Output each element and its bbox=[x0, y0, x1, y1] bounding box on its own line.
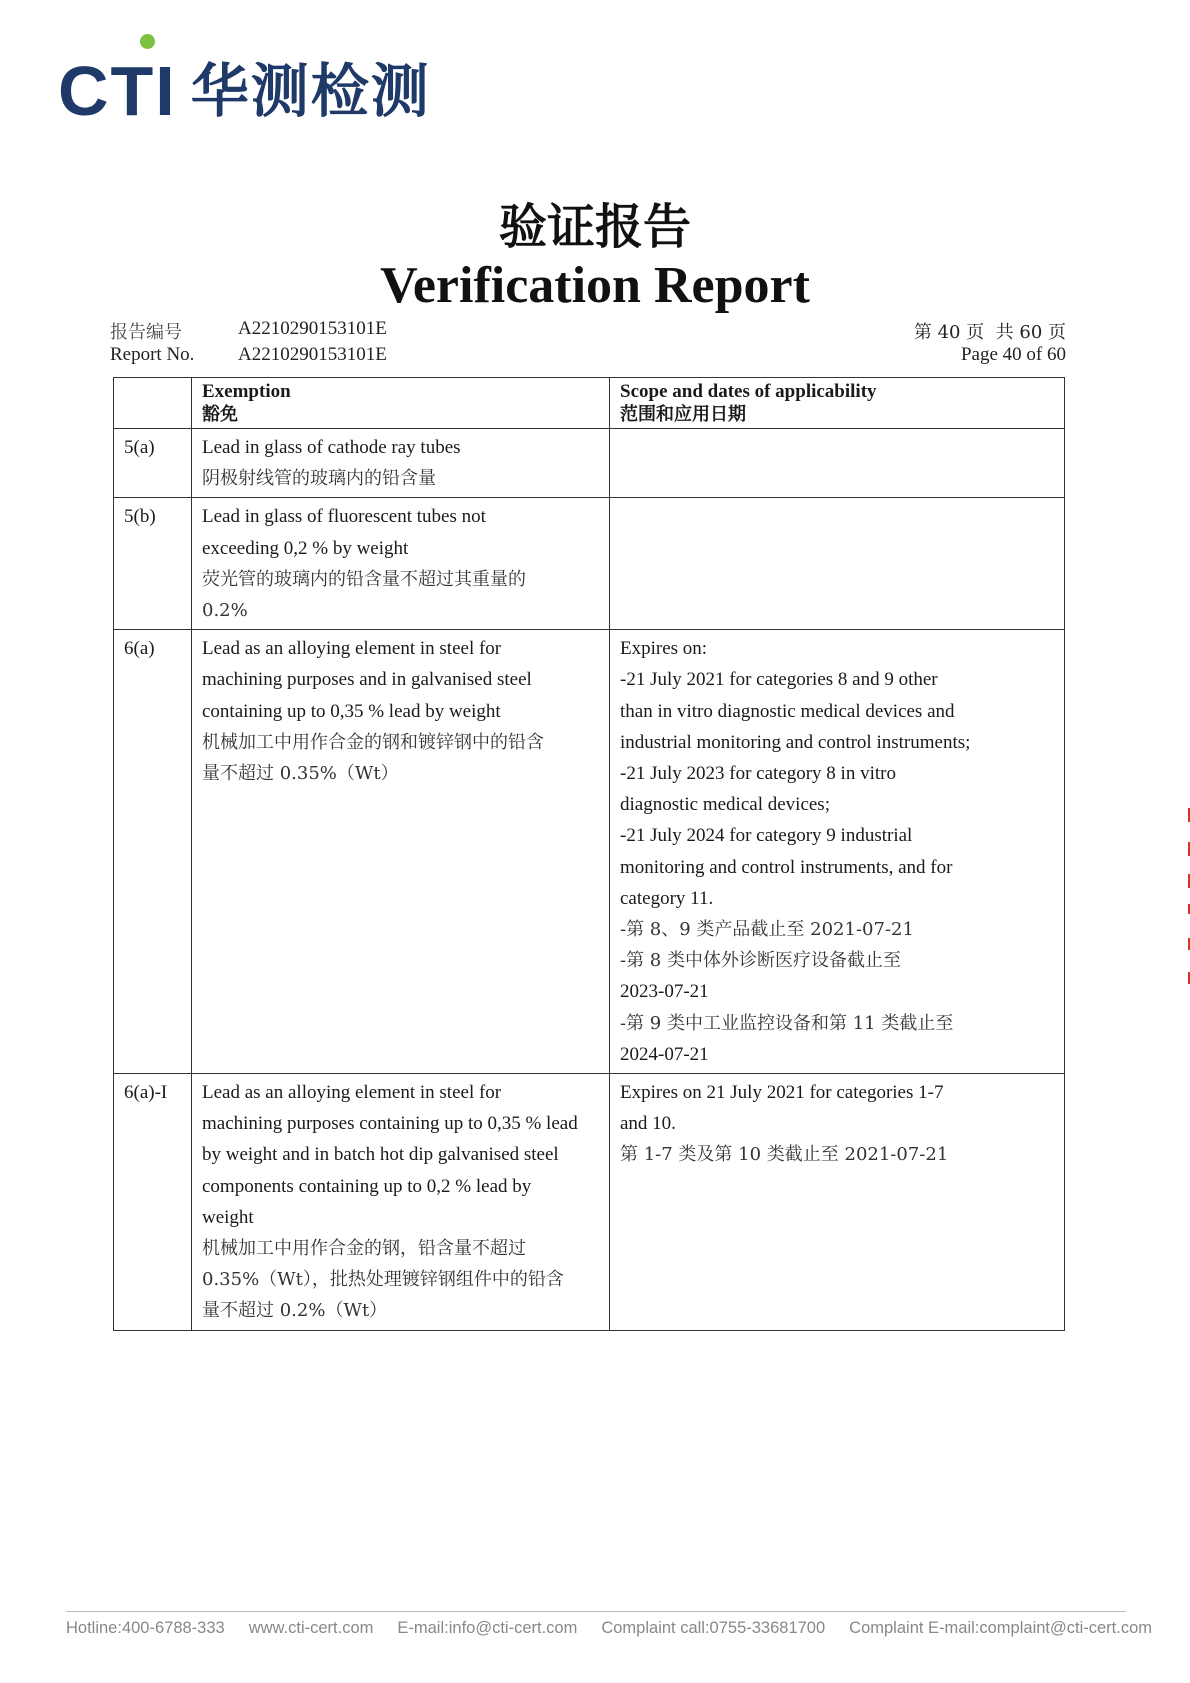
scope-line: 2024-07-21 bbox=[620, 1043, 709, 1065]
footer-divider bbox=[66, 1611, 1126, 1612]
header-scope-cn: 范围和应用日期 bbox=[620, 404, 746, 425]
row-scope bbox=[610, 429, 1065, 498]
exemption-en-line: Lead in glass of cathode ray tubes bbox=[202, 437, 461, 458]
header-exemption-en: Exemption bbox=[202, 381, 291, 402]
header-scope-en: Scope and dates of applicability bbox=[620, 381, 877, 402]
exemption-cn-line: 机械加工中用作合金的钢和镀锌钢中的铅含 bbox=[202, 731, 544, 753]
header-no bbox=[114, 378, 192, 429]
exemption-cn-line: 荧光管的玻璃内的铅含量不超过其重量的 bbox=[202, 568, 526, 590]
report-no-label-cn: 报告编号 bbox=[110, 322, 182, 343]
footer-complaint-call: Complaint call:0755-33681700 bbox=[601, 1619, 826, 1637]
report-no-value-en: A2210290153101E bbox=[238, 344, 387, 365]
scope-line: -第 9 类中工业监控设备和第 11 类截止至 bbox=[620, 1012, 954, 1034]
row-scope bbox=[610, 1074, 1065, 1331]
exemption-en-line: weight bbox=[202, 1206, 254, 1228]
exemption-cn-line: 阴极射线管的玻璃内的铅含量 bbox=[202, 468, 436, 490]
exemption-en-line: Lead as an alloying element in steel for bbox=[202, 638, 502, 660]
row-item-number: 5(b) bbox=[114, 498, 192, 630]
exemption-en-line: machining purposes and in galvanised steel bbox=[202, 669, 532, 691]
scope-line: -21 July 2021 for categories 8 and 9 other bbox=[620, 669, 938, 691]
footer bbox=[66, 1619, 1152, 1638]
footer-email[interactable]: E-mail:info@cti-cert.com bbox=[397, 1619, 578, 1637]
scope-line: monitoring and control instruments, and for bbox=[620, 856, 953, 878]
header-exemption-cn: 豁免 bbox=[202, 404, 238, 425]
scope-line: category 11. bbox=[620, 887, 714, 909]
exemption-en-line: containing up to 0,35 % lead by weight bbox=[202, 700, 501, 722]
row-exemption bbox=[192, 1074, 610, 1331]
exemption-cn-line: 量不超过 0.35%（Wt） bbox=[202, 763, 399, 785]
scope-line: diagnostic medical devices; bbox=[620, 794, 830, 816]
scope-line: 第 1-7 类及第 10 类截止至 2021-07-21 bbox=[620, 1144, 949, 1166]
scope-line: -21 July 2023 for category 8 in vitro bbox=[620, 763, 896, 785]
exemption-en-line: by weight and in batch hot dip galvanised steel bbox=[202, 1144, 559, 1166]
scope-line: 2023-07-21 bbox=[620, 981, 709, 1003]
footer-complaint-email[interactable]: Complaint E-mail:complaint@cti-cert.com bbox=[849, 1619, 1152, 1637]
row-item-number: 5(a) bbox=[114, 429, 192, 498]
company-logo bbox=[58, 46, 431, 130]
table-row bbox=[114, 1074, 1065, 1331]
report-title-cn: 验证报告 bbox=[498, 199, 691, 255]
page-indicator-en: Page 40 of 60 bbox=[960, 344, 1066, 365]
row-exemption bbox=[192, 429, 610, 498]
exemption-en-line: Lead in glass of fluorescent tubes not bbox=[202, 506, 486, 528]
row-scope bbox=[610, 498, 1065, 630]
scope-line: Expires on: bbox=[620, 638, 708, 660]
exemption-cn-line: 0.2% bbox=[202, 600, 248, 622]
exemption-en-line: components containing up to 0,2 % lead by bbox=[202, 1175, 532, 1197]
header-scope bbox=[610, 378, 1065, 429]
report-no-label-en: Report No. bbox=[110, 344, 195, 365]
scope-line: -第 8 类中体外诊断医疗设备截止至 bbox=[620, 950, 901, 972]
scope-line: -第 8、9 类产品截止至 2021-07-21 bbox=[620, 919, 914, 941]
logo-dot-icon bbox=[140, 34, 155, 49]
report-no-value-cn: A2210290153101E bbox=[238, 318, 387, 339]
report-title-en: Verification Report bbox=[380, 257, 810, 314]
logo-chinese: 华测检测 bbox=[190, 57, 431, 125]
scope-line: than in vitro diagnostic medical devices and bbox=[620, 700, 955, 722]
exemption-cn-line: 量不超过 0.2%（Wt） bbox=[202, 1300, 388, 1322]
scope-line: industrial monitoring and control instruments; bbox=[620, 731, 971, 753]
scope-line: -21 July 2024 for category 9 industrial bbox=[620, 825, 913, 847]
scope-line: and 10. bbox=[620, 1113, 676, 1135]
exemption-cn-line: 0.35%（Wt），批热处理镀锌钢组件中的铅含 bbox=[202, 1269, 564, 1291]
footer-hotline: Hotline:400-6788-333 bbox=[66, 1619, 225, 1637]
exemption-en-line: exceeding 0,2 % by weight bbox=[202, 537, 409, 559]
row-exemption bbox=[192, 498, 610, 630]
exemption-en-line: machining purposes containing up to 0,35 % lead bbox=[202, 1113, 578, 1135]
logo-latin: CTI bbox=[58, 52, 177, 130]
scope-line: Expires on 21 July 2021 for categories 1-7 bbox=[620, 1082, 944, 1104]
table-row bbox=[114, 498, 1065, 630]
exemption-table bbox=[113, 377, 1065, 1331]
row-item-number: 6(a)-I bbox=[114, 1074, 192, 1331]
header-exemption bbox=[192, 378, 610, 429]
page-indicator-cn: 第 40 页 共 60 页 bbox=[913, 322, 1066, 343]
row-item-number: 6(a) bbox=[114, 630, 192, 1074]
row-exemption bbox=[192, 630, 610, 1074]
table-row bbox=[114, 429, 1065, 498]
table-row bbox=[114, 630, 1065, 1074]
table-header-row bbox=[114, 378, 1065, 429]
exemption-en-line: Lead as an alloying element in steel for bbox=[202, 1082, 502, 1104]
exemption-cn-line: 机械加工中用作合金的钢，铅含量不超过 bbox=[202, 1238, 526, 1260]
row-scope bbox=[610, 630, 1065, 1074]
footer-website[interactable]: www.cti-cert.com bbox=[248, 1619, 374, 1637]
